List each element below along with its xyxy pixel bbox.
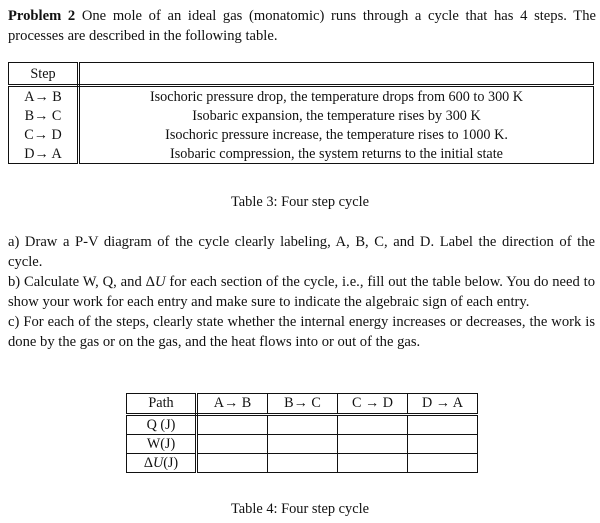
path-ab-header: A→ B <box>197 394 268 415</box>
empty-cell[interactable] <box>197 415 268 435</box>
step-row <box>9 125 594 144</box>
step-label: D→ A <box>9 144 79 164</box>
question-c: c) For each of the steps, clearly state whether the internal energy increases or decreases, the work is done by the gas or on the gas, and the heat flows into or out of the gas. <box>8 314 595 350</box>
problem-title: Problem 2 <box>8 8 76 24</box>
step-header-cell: Step <box>9 63 79 86</box>
question-b-start: b) Calculate W, Q, and Δ <box>8 274 155 290</box>
row-label-w: W(J) <box>127 435 197 454</box>
empty-cell[interactable] <box>408 435 478 454</box>
step-label: C→ D <box>9 125 79 144</box>
path-da-header: D → A <box>408 394 478 415</box>
empty-cell[interactable] <box>268 435 338 454</box>
problem-intro <box>8 6 596 46</box>
question-b-variable: U <box>154 274 166 290</box>
row-label-q: Q (J) <box>127 415 197 435</box>
step-description: Isobaric expansion, the temperature rises by 300 K <box>79 106 594 125</box>
step-description: Isobaric compression, the system returns to the initial state <box>79 144 594 164</box>
table-4-caption: Table 4: Four step cycle <box>230 501 370 517</box>
path-cd-header: C → D <box>338 394 408 415</box>
row-label-du <box>127 454 197 473</box>
empty-cell[interactable] <box>338 454 408 473</box>
question-a: a) Draw a P-V diagram of the cycle clearly labeling, A, B, C, and D. Label the direction of the cycle. <box>8 234 595 270</box>
empty-cell[interactable] <box>338 435 408 454</box>
step-label: B→ C <box>9 106 79 125</box>
empty-cell[interactable] <box>197 435 268 454</box>
empty-cell[interactable] <box>408 415 478 435</box>
results-table <box>126 393 478 473</box>
results-row-du <box>127 454 478 473</box>
step-description: Isochoric pressure drop, the temperature drops from 600 to 300 K <box>79 86 594 107</box>
description-header-cell <box>79 63 594 86</box>
empty-cell[interactable] <box>338 415 408 435</box>
question-b-end: for each section of the cycle, i.e., fill out the table below. You do need to show your work for each entry and make sure to indicate the algebraic sign of each entry. <box>8 274 595 310</box>
step-row <box>9 86 594 107</box>
question-b <box>8 272 595 312</box>
results-row-w <box>127 435 478 454</box>
step-row <box>9 106 594 125</box>
path-header: Path <box>127 394 197 415</box>
path-bc-header: B→ C <box>268 394 338 415</box>
problem-intro-text: One mole of an ideal gas (monatomic) runs through a cycle that has 4 steps. The processes are described in the following table. <box>8 8 596 44</box>
row-label-du-variable: U <box>152 454 164 471</box>
step-table <box>8 62 594 164</box>
empty-cell[interactable] <box>408 454 478 473</box>
results-table-header <box>127 394 478 415</box>
row-label-du-unit: (J) <box>163 454 179 471</box>
step-row <box>9 144 594 164</box>
step-label: A→ B <box>9 86 79 107</box>
results-row-q <box>127 415 478 435</box>
questions <box>8 232 595 352</box>
step-description: Isochoric pressure increase, the temperature rises to 1000 K. <box>79 125 594 144</box>
empty-cell[interactable] <box>268 415 338 435</box>
empty-cell[interactable] <box>197 454 268 473</box>
empty-cell[interactable] <box>268 454 338 473</box>
table-3-caption: Table 3: Four step cycle <box>230 194 370 210</box>
step-table-header <box>9 63 594 86</box>
row-label-du-delta: Δ <box>143 454 153 471</box>
